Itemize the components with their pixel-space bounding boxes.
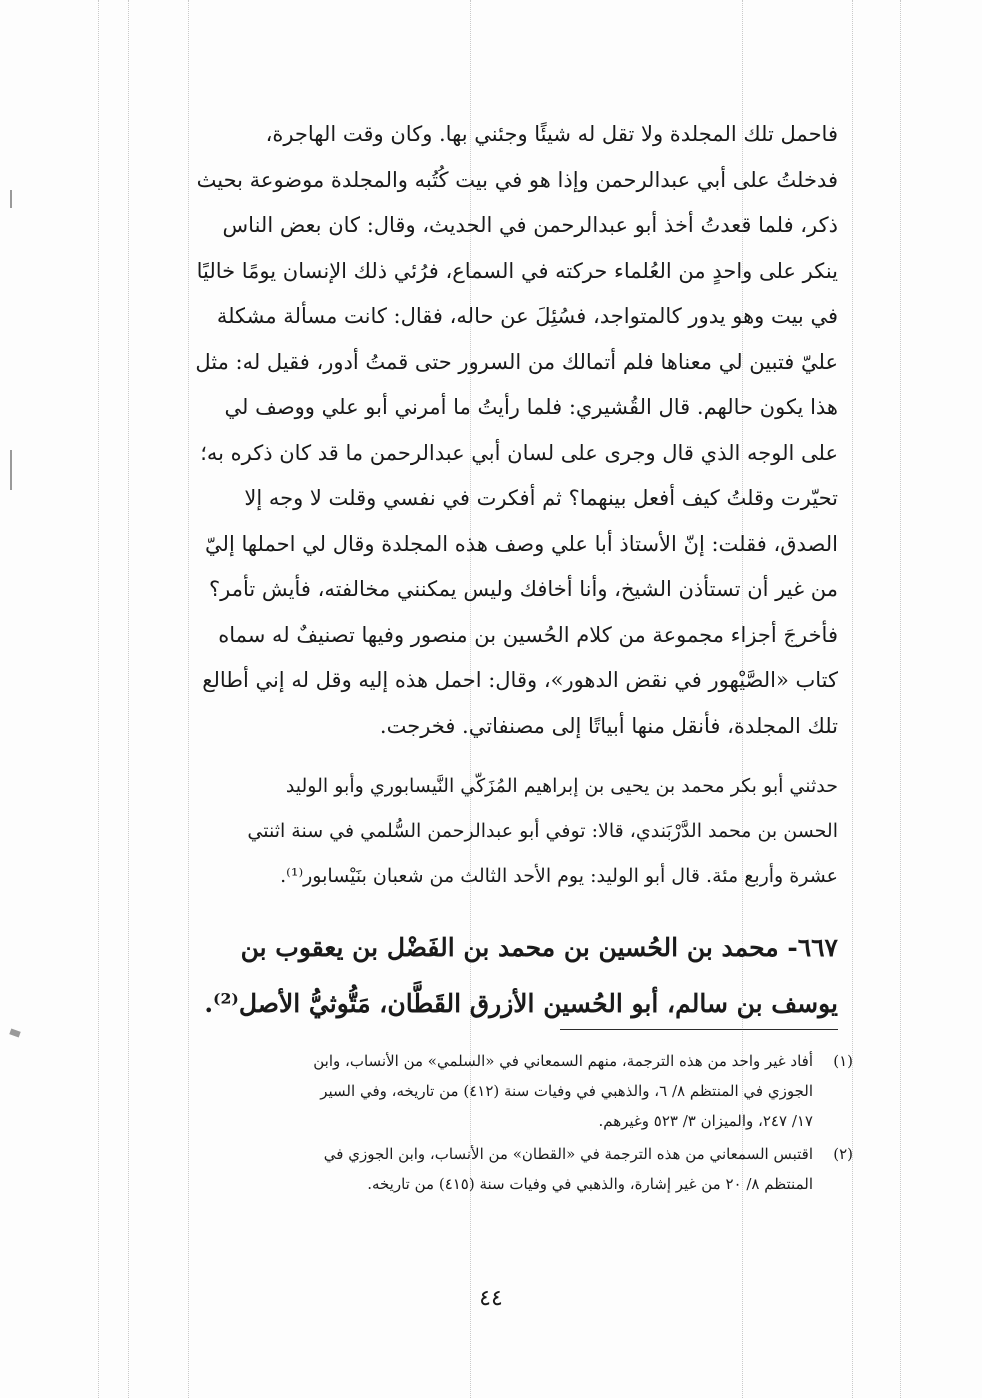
text-line: من غير أن تستأذن الشيخ، وأنا أخافك وليس يمكنني مخالفته، فأيش تأمر؟ — [208, 577, 838, 601]
footnote-line: الجوزي في المنتظم ٨/ ٦، والذهبي في وفيات سنة (٤١٢) من تاريخه، وفي السير — [320, 1082, 813, 1100]
text-line: حدثني أبو بكر محمد بن يحيى بن إبراهيم المُزَكّي النَّيسابوري وأبو الوليد — [285, 775, 838, 797]
text-line: كتاب «الصَّيْهور في نقض الدهور»، وقال: احمل هذه إليه وقل له إني أطالع — [202, 668, 838, 692]
text-line: فدخلتُ على أبي عبدالرحمن وإذا هو في بيت كُتُبه والمجلدة موضوعة بحيث — [196, 167, 838, 192]
footnote-line: ١٧/ ٢٤٧، والميزان ٣/ ٥٢٣ وغيرهم. — [598, 1112, 813, 1130]
footnotes — [138, 1046, 853, 1202]
footnote-line: المنتظم ٨/ ٢٠ من غير إشارة، والذهبي في وفيات سنة (٤١٥) من تاريخه. — [367, 1175, 813, 1193]
entry-heading — [138, 920, 838, 1032]
footnote-line: أفاد غير واحد من هذه الترجمة، منهم السمعاني في «السلمي» من الأنساب، وابن — [313, 1052, 813, 1070]
heading-line: يوسف بن سالم، أبو الحُسين الأزرق القَطَّان، مَتُّوثيُّ الأصل⁽²⁾. — [204, 989, 838, 1018]
page-number: ٤٤ — [479, 1286, 503, 1311]
text-line: الصدق، فقلت: إنّ الأستاذ أبا علي وصف هذه المجلدة وقال لي احملها إليّ — [205, 531, 838, 556]
footnote — [138, 1139, 853, 1199]
text-line: عشرة وأربع مئة. قال أبو الوليد: يوم الأحد الثالث من شعبان بنَيْسابور⁽¹⁾. — [280, 865, 838, 887]
footnote-separator — [560, 1029, 838, 1030]
footnote — [138, 1046, 853, 1136]
text-line: على الوجه الذي قال وجرى على لسان أبي عبدالرحمن ما قد كان ذكره به؛ — [200, 440, 838, 465]
text-line: فأخرجَ أجزاء مجموعة من كلام الحُسين بن منصور وفيها تصنيفٌ له سماه — [218, 622, 838, 647]
text-line: ذكر، فلما قعدتُ أخذ أبو عبدالرحمن في الحديث، وقال: كان بعض الناس — [222, 213, 838, 237]
text-line: عليّ فتبين لي معناها فلم أتمالك من السرور حتى قمتُ أدور، فقيل له: مثل — [195, 349, 838, 374]
footnote-text — [138, 1046, 813, 1136]
text-line: ينكر على واحدٍ من العُلماء حركته في السماع، فرُئي ذلك الإنسان يومًا خاليًا — [196, 258, 838, 283]
scan-artifact-line — [98, 0, 99, 1398]
text-line: تلك المجلدة، فأنقل منها أبياتًا إلى مصنفاتي. فخرجت. — [379, 713, 838, 738]
footnote-number: (٢) — [833, 1145, 853, 1163]
footnote-text — [138, 1139, 813, 1199]
scan-artifact-line — [128, 0, 129, 1398]
second-paragraph — [138, 764, 838, 899]
text-line: هذا يكون حالهم. قال القُشيري: فلما رأيتُ ما أمرني أبو علي ووصف لي — [224, 395, 838, 419]
text-line: في بيت وهو يدور كالمتواجد، فسُئِلَ عن حاله، فقال: كانت مسألة مشكلة — [216, 304, 838, 328]
scan-edge-mark — [10, 450, 12, 490]
scan-edge-mark — [10, 190, 12, 208]
main-paragraph — [138, 112, 838, 749]
footnote-line: اقتبس السمعاني من هذه الترجمة في «القطان» من الأنساب، وابن الجوزي في — [323, 1145, 813, 1163]
scan-artifact-line — [900, 0, 901, 1398]
scan-edge-mark — [9, 1028, 20, 1037]
text-line: الحسن بن محمد الدَّرْبَندي، قالا: توفي أبو عبدالرحمن السُّلمي في سنة اثنتي — [247, 820, 838, 842]
footnote-number: (١) — [833, 1052, 853, 1070]
text-line: تحيّرت وقلتُ كيف أفعل بينهما؟ ثم أفكرت في نفسي وقلت لا وجه إلا — [244, 486, 838, 510]
heading-line: ٦٦٧- محمد بن الحُسين بن محمد بن الفَضْل بن يعقوب بن — [240, 933, 838, 962]
text-line: فاحمل تلك المجلدة ولا تقل له شيئًا وجئني بها. وكان وقت الهاجرة، — [265, 122, 838, 146]
